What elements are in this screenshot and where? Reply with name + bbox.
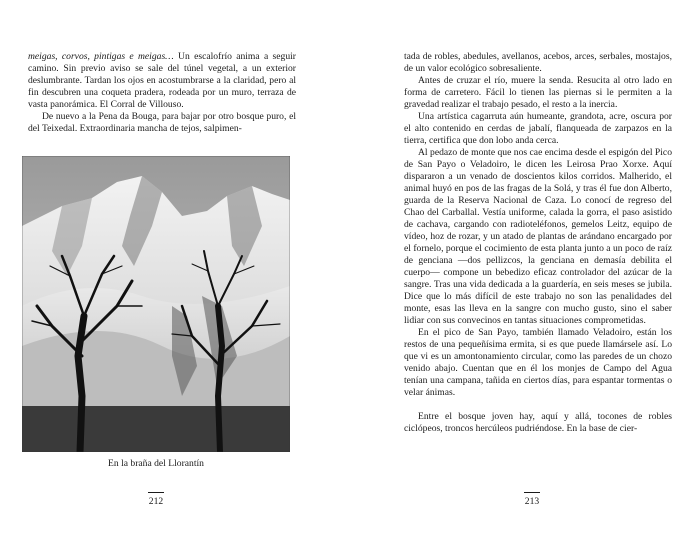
page-number-left — [136, 492, 176, 507]
photo-caption: En la braña del Llorantín — [108, 458, 204, 469]
mountain-photo-drawing — [22, 156, 290, 452]
page-number-left-text: 212 — [148, 496, 164, 507]
right-paragraph-5: En el pico de San Payo, también llamado Veladoiro, están los restos de una pequeñísima ermita, si es que puede llamársele así. Lo que vi es un amontonamiento circular, como las paredes de un chozo venido abajo. Cuentan que en él los monjes de Campo del Agua tenían una campana, tañida en ciertos días, para espantar tormentas o velar ánimas. — [404, 327, 672, 398]
left-paragraph-1-italic: meigas, corvos, pintigas e meigas… — [28, 51, 174, 62]
left-paragraph-1-rest: Un escalofrío anima a seguir camino. Sin previo aviso se sale del túnel vegetal, a un exterior deslumbrante. Tardan los ojos en acostumbrarse a la claridad, pero al fin descubren una coqueta pradera, rodeada por un muro, terraza de vasta panorámica. El Corral de Villouso. — [28, 51, 296, 110]
folio-rule-left — [148, 492, 164, 493]
mountain-photo — [22, 156, 290, 452]
page-number-right-text: 213 — [524, 496, 540, 507]
left-page-text — [28, 51, 296, 135]
right-paragraph-3: Una artística cagarruta aún humeante, grandota, acre, oscura por el alto contenido en cerdas de jabalí, flanqueada de zarpazos en la tierra, certifica que don lobo anda cerca. — [404, 111, 672, 146]
left-paragraph-1 — [28, 51, 296, 111]
right-paragraph-4: Al pedazo de monte que nos cae encima desde el espigón del Pico de San Payo o Veladoiro, le dicen les Leirosa Prao Xorxe. Aquí dispararon a un venado de doscientos kilos corridos. Malherido, el animal huyó en pos de las fragas de la Solá, y tras él fue don Alberto, guarda de la Reserva Nacional de Caza. Lo conocí de regreso del Chao del Carballal. Vestía uniforme, calada la gorra, el paso asistido de cachava, cargando con radioteléfonos, gemelos Leitz, equipo de vídeo, hoz de rozar, y un atado de plantas de arándano encargado por el fornelo, porque el cocimiento de esta planta junto a un poco de raíz de genciana —dos pellizcos, la genciana en demasía debilita el cuerpo— compone un bebedizo eficaz controlador del azúcar de la sangre. Tras una vida dedicada a la guardería, en seis meses se jubila. Dice que lo más difícil de este trabajo no son las penalidades del monte, esas las lleva en la sangre con mucho gusto, sino el saber lidiar con sus convecinos en tantas situaciones comprometidas. — [404, 147, 672, 326]
folio-rule-right — [524, 492, 540, 493]
right-paragraph-6: Entre el bosque joven hay, aquí y allá, tocones de robles ciclópeos, troncos hercúleos pudriéndose. En la base de cier- — [404, 411, 672, 434]
right-page-text — [404, 51, 672, 435]
right-paragraph-1: tada de robles, abedules, avellanos, acebos, arces, serbales, mostajos, de un valor ecológico sobresaliente. — [404, 51, 672, 74]
left-paragraph-2: De nuevo a la Pena da Bouga, para bajar por otro bosque puro, el del Teixedal. Extraordinaria mancha de tejos, salpimen- — [28, 111, 296, 134]
page-number-right — [512, 492, 552, 507]
right-paragraph-2: Antes de cruzar el río, muere la senda. Resucita al otro lado en forma de carretero. Fácil lo tienen las piernas si le permiten a la gravedad realizar el trabajo pesado, el resto a la inercia. — [404, 75, 672, 110]
